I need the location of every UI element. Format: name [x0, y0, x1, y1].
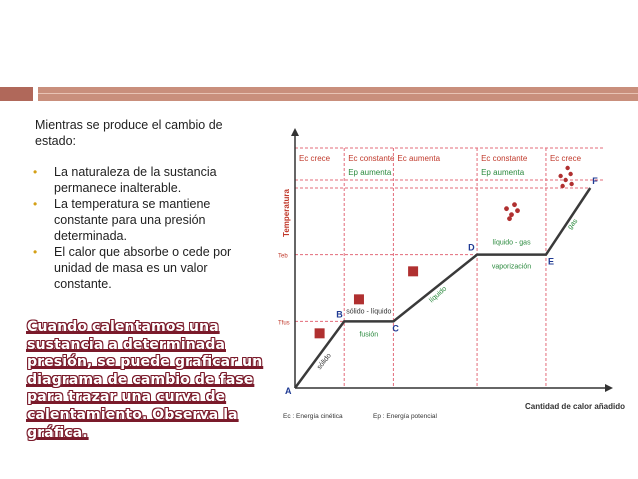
region-header-line2: Ep aumenta — [348, 168, 392, 177]
liquid-particles-icon — [408, 266, 418, 276]
gas-particles-icon — [568, 172, 572, 176]
x-axis-arrow-icon — [605, 384, 613, 392]
bullet-list — [33, 164, 265, 292]
liquid-gas-particles-icon — [504, 206, 509, 211]
x-axis-label: Cantidad de calor añadido — [524, 402, 626, 411]
callout-text: Cuando calentamos una sustancia a determinada presión, se puede graficar un diagrama de cambio de fase para trazar una curva de calentamiento. Observa la gráfica. — [27, 319, 263, 441]
header-rule — [38, 87, 638, 101]
segment-label: fusión — [359, 331, 379, 339]
liquid-gas-particles-icon — [512, 202, 517, 207]
solid-particles-icon — [315, 328, 325, 338]
y-axis-arrow-icon — [291, 128, 299, 136]
point-label: E — [547, 256, 554, 267]
bullet-dot-icon: • — [33, 197, 38, 211]
y-tick-label: Tfus — [278, 320, 290, 327]
y-tick-label: Teb — [278, 253, 288, 260]
heating-curve-chart — [265, 128, 626, 428]
footnote-ep: Ep : Energía potencial — [373, 413, 437, 420]
chart-svg — [265, 128, 626, 428]
liquid-gas-particles-icon — [515, 208, 520, 213]
segment-label: vaporización — [491, 263, 532, 271]
header-rule-line — [38, 93, 638, 94]
region-header-line2: Ep aumenta — [481, 168, 525, 177]
region-header-line1: Ec crece — [299, 154, 331, 163]
bullet-text: La temperatura se mantiene constante para una presión determinada. — [54, 197, 211, 243]
phase-label: líquido - gas — [492, 239, 531, 247]
bullet-dot-icon: • — [33, 165, 38, 179]
point-label: F — [592, 176, 598, 186]
point-label: B — [336, 309, 343, 320]
segment-label: líquido — [428, 285, 449, 305]
top-band — [0, 0, 638, 96]
point-label: C — [392, 323, 399, 334]
region-header-line1: Ec constante — [348, 154, 395, 163]
bullet-item — [33, 164, 265, 196]
bullet-dot-icon: • — [33, 245, 38, 259]
gas-particles-icon — [569, 182, 573, 186]
point-label: A — [285, 386, 292, 396]
liquid-gas-particles-icon — [507, 216, 512, 221]
solid-liquid-particles-icon — [354, 294, 364, 304]
gas-particles-icon — [565, 166, 569, 170]
phase-label: sólido - líquido — [346, 308, 392, 316]
footnote-ec: Ec : Energía cinética — [283, 413, 343, 420]
bullet-item — [33, 196, 265, 244]
bullet-text: El calor que absorbe o cede por unidad de masa es un valor constante. — [54, 245, 232, 291]
segment-label: gas — [566, 217, 580, 231]
region-header-line1: Ec constante — [481, 154, 528, 163]
region-header-line1: Ec crece — [549, 154, 582, 163]
gas-particles-icon — [563, 178, 567, 182]
region-header-line1: Ec aumenta — [397, 154, 441, 163]
segment-label: sólido — [316, 352, 333, 372]
bullet-text: La naturaleza de la sustancia permanece inalterable. — [54, 165, 217, 195]
header-accent-block — [0, 87, 33, 101]
bullet-item — [33, 244, 265, 292]
y-axis-label: Temperatura — [282, 189, 291, 237]
gas-particles-icon — [558, 174, 562, 178]
intro-text: Mientras se produce el cambio de estado: — [35, 118, 223, 148]
point-label: D — [468, 242, 475, 253]
gas-particles-icon — [560, 184, 564, 188]
